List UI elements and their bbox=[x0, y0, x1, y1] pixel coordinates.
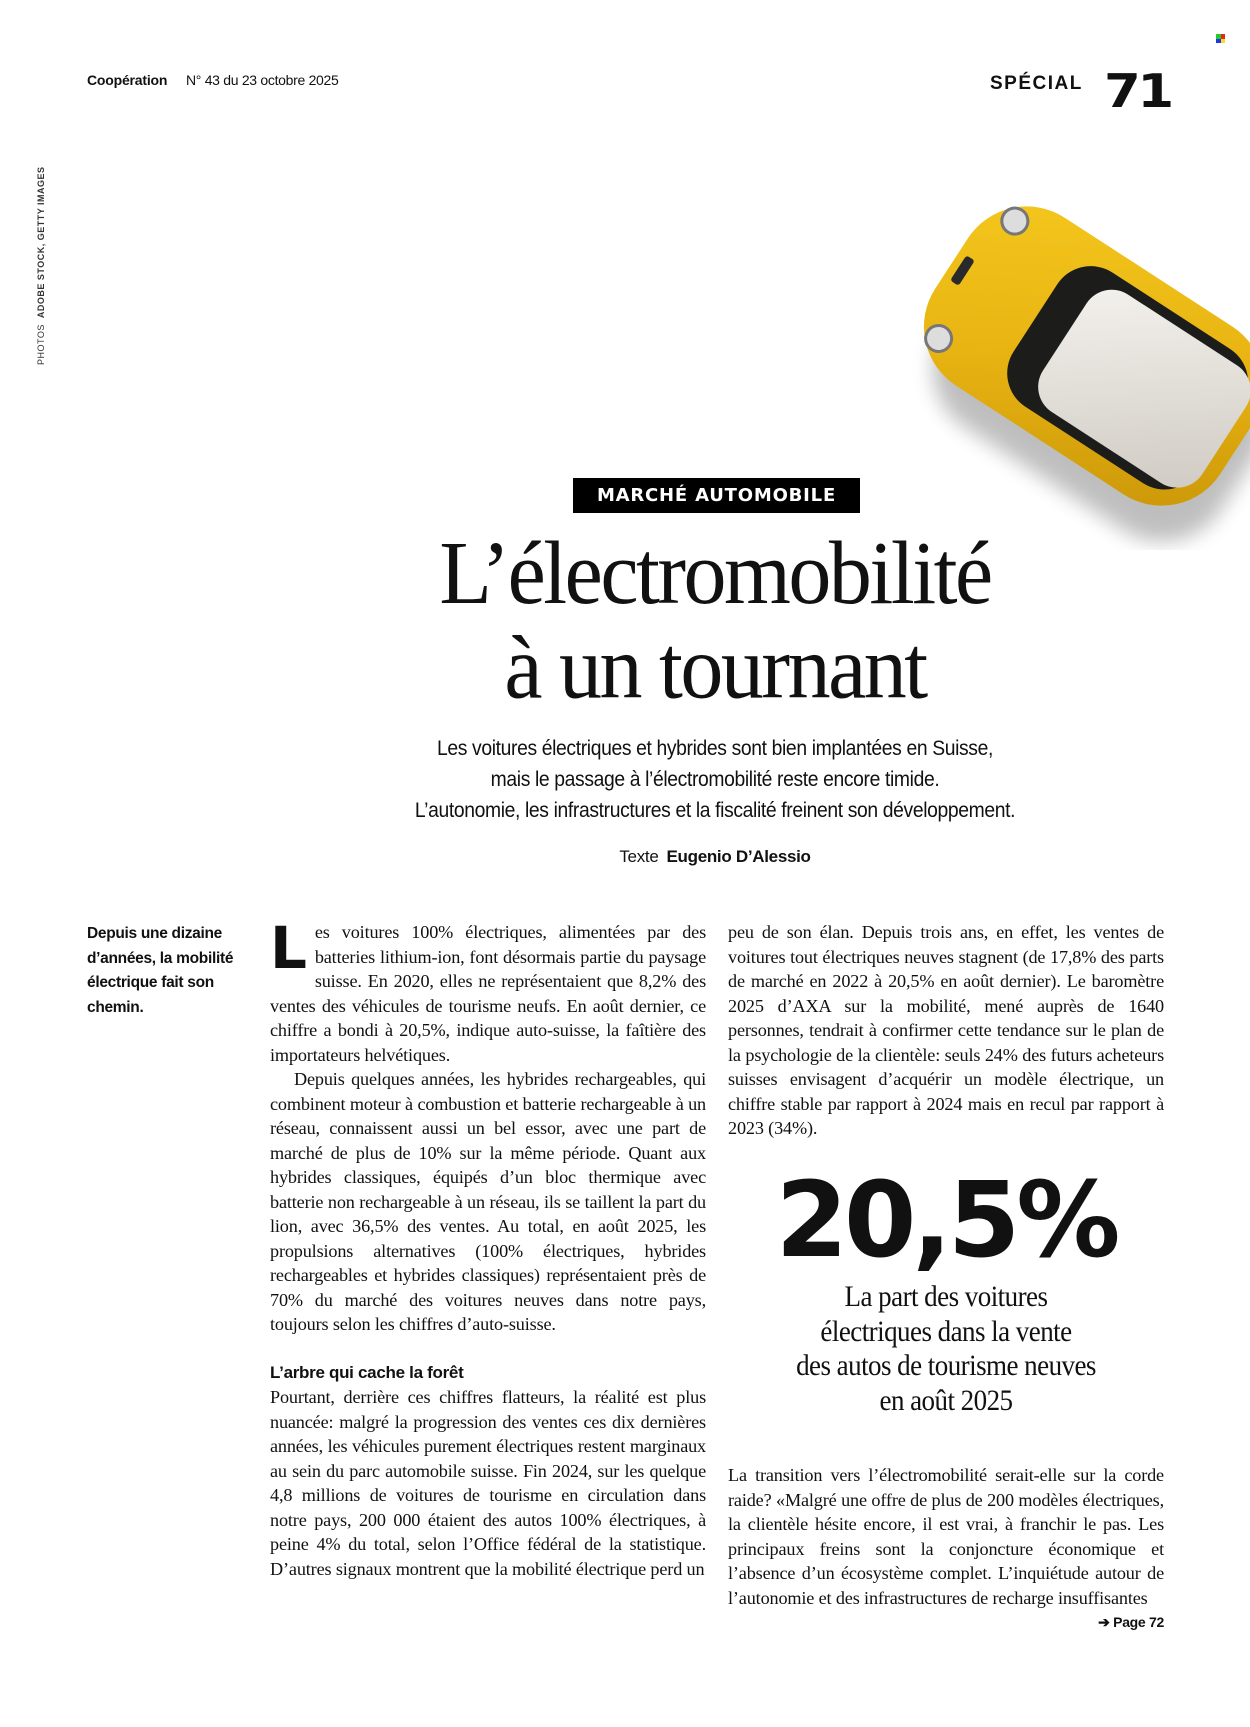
caption-line: La part des voitures bbox=[844, 1280, 1048, 1313]
issue-date: N° 43 du 23 octobre 2025 bbox=[186, 72, 339, 88]
key-figure bbox=[728, 1160, 1164, 1418]
drop-cap: L bbox=[270, 914, 307, 982]
headline-line: L’électromobilité bbox=[439, 522, 991, 624]
article-paragraph: Depuis quelques années, les hybrides rechargeables, qui combinent moteur à combustion et batterie rechargeable à un réseau, connaissent aussi un bel essor, avec une part de marché de plus de 10% sur la même période. Quant aux hybrides classiques, équipés d’un bloc thermique avec batterie non rechargeable à un réseau, ils se taillent la part du lion, avec 36,5% des ventes. Au total, en août 2025, les propulsions alternatives (100% électriques, hybrides rechargeables et hybrides classiques) représentaient près de 70% du marché des voitures neuves dans notre pays, toujours selon les chiffres d’auto-suisse. bbox=[270, 1069, 706, 1334]
photo-credit-label: PHOTOS bbox=[36, 324, 46, 365]
page-number: 71 bbox=[1104, 64, 1171, 118]
standfirst-line: mais le passage à l’électromobilité reste encore timide. bbox=[490, 768, 940, 791]
paragraph-text: es voitures 100% électriques, alimentées par des batteries lithium-ion, font désormais partie du paysage suisse. En 2020, elles ne représentaient que 8,2% des ventes des véhicules de tourisme neufs. En août dernier, ce chiffre a bondi à 20,5%, indique auto-suisse, la faîtière des importateurs helvétiques. bbox=[270, 922, 706, 1065]
kicker-badge: MARCHÉ AUTOMOBILE bbox=[573, 478, 860, 513]
publication-name: Coopération bbox=[87, 72, 168, 88]
photo-credit-sources: ADOBE STOCK, GETTY IMAGES bbox=[36, 166, 46, 319]
headline-line: à un tournant bbox=[504, 616, 926, 718]
subheading: L’arbre qui cache la forêt bbox=[270, 1362, 464, 1382]
article-paragraph bbox=[270, 914, 706, 1067]
continued-on-page-link[interactable]: ➔ Page 72 bbox=[1098, 1614, 1164, 1630]
paragraph-text: La transition vers l’électromobilité serait-elle sur la corde raide? «Malgré une offre de plus de 200 modèles électriques, la clientèle hésite encore, il est vrai, à franchir le pas. Les principaux freins sont la conjoncture économique et l’absence d’un écosystème complet. L’inquiétude autour de l’autonomie et des infrastructures de recharge insuffisantes bbox=[728, 1465, 1164, 1608]
standfirst bbox=[333, 733, 1097, 826]
caption-line: électriques dans la vente bbox=[820, 1314, 1072, 1348]
article-column-left bbox=[270, 914, 706, 1581]
key-figure-value: 20,5% bbox=[775, 1159, 1117, 1281]
article-paragraph: peu de son élan. Depuis trois ans, en effet, les ventes de voitures tout électriques neuves stagnent (de 17,8% des parts de marché en 2022 à 20,5% en août dernier). Le baromètre 2025 d’AXA sur la mobilité, mené auprès de 1640 personnes, tendrait à confirmer cette tendance sur le plan de la psychologie de la clientèle: seuls 24% des futurs acheteurs suisses envisagent d’acquérir un modèle électrique, un chiffre stable par rapport à 2024 mais en recul par rapport à 2023 (34%). bbox=[728, 922, 1164, 1138]
article-column-right-continued bbox=[728, 1463, 1164, 1635]
standfirst-line: L’autonomie, les infrastructures et la fiscalité freinent son développement. bbox=[414, 799, 1016, 822]
print-registration-mark bbox=[1216, 34, 1225, 43]
key-figure-caption bbox=[750, 1280, 1142, 1418]
headline bbox=[300, 522, 1130, 718]
byline bbox=[300, 847, 1130, 867]
article-paragraph bbox=[728, 1463, 1164, 1630]
sidebar-quote: Depuis une dizaine d’années, la mobilité électrique fait son chemin. bbox=[87, 925, 234, 1016]
byline-author: Eugenio D’Alessio bbox=[666, 847, 811, 866]
car-photo bbox=[880, 160, 1250, 550]
caption-line: des autos de tourisme neuves bbox=[796, 1349, 1096, 1382]
section-label: SPÉCIAL bbox=[990, 73, 1083, 94]
photo-credit bbox=[36, 166, 46, 365]
article-column-right bbox=[728, 920, 1164, 1141]
article-paragraph: Pourtant, derrière ces chiffres flatteurs, la réalité est plus nuancée: malgré la progression des ventes ces dix dernières années, les véhicules purement électriques restent marginaux au sein du parc automobile suisse. Fin 2024, sur les quelque 4,8 millions de voitures de tourisme en circulation dans notre pays, 200 000 étaient des autos 100% électriques, à peine 4% du total, selon l’Office fédéral de la statistique. D’autres signaux montrent que la mobilité électrique perd un bbox=[270, 1387, 706, 1579]
byline-label: Texte bbox=[619, 847, 659, 866]
standfirst-line: Les voitures électriques et hybrides sont bien implantées en Suisse, bbox=[437, 737, 993, 760]
caption-line: en août 2025 bbox=[879, 1383, 1013, 1417]
